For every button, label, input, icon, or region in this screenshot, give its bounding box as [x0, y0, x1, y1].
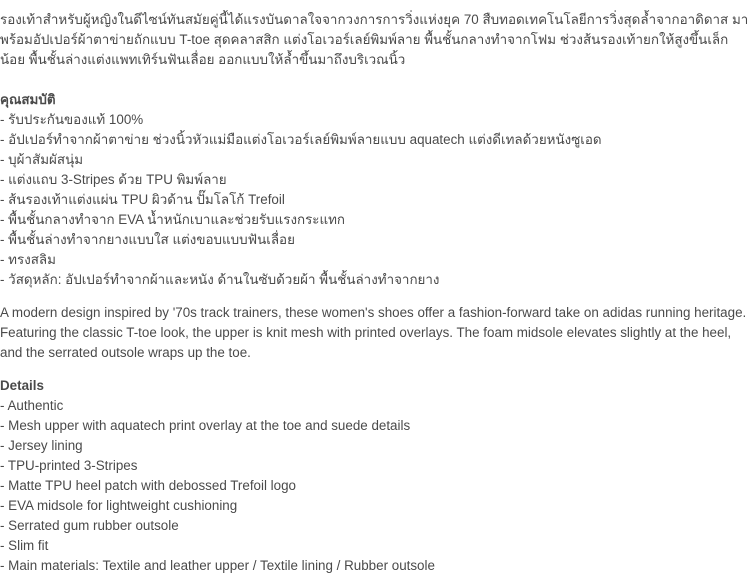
- list-item: - พื้นชั้นล่างทำจากยางแบบใส แต่งขอบแบบฟันเลื่อย: [0, 232, 295, 247]
- list-item: - อัปเปอร์ทำจากผ้าตาข่าย ช่วงนิ้วหัวแม่มือแต่งโอเวอร์เลย์พิมพ์ลายแบบ aquatech แต่งดีเทลด้วยหนังซูเอด: [0, 132, 602, 147]
- list-item: - ทรงสลิม: [0, 252, 56, 267]
- list-item: - Slim fit: [0, 538, 49, 553]
- thai-features-heading: คุณสมบัติ: [0, 92, 56, 107]
- english-description: A modern design inspired by '70s track trainers, these women's shoes offer a fashion-forward take on adidas running heritage. Featuring the classic T-toe look, the upper is knit mesh with printed overlays. The foam midsole elevates slightly at the heel, and the serrated outsole wraps up the toe.: [0, 305, 747, 360]
- list-item: - บุผ้าสัมผัสนุ่ม: [0, 152, 84, 167]
- list-item: - พื้นชั้นกลางทำจาก EVA น้ำหนักเบาและช่วยรับแรงกระแทก: [0, 212, 346, 227]
- list-item: - TPU-printed 3-Stripes: [0, 458, 138, 473]
- list-item: - Matte TPU heel patch with debossed Trefoil logo: [0, 478, 296, 493]
- list-item: - ส้นรองเท้าแต่งแผ่น TPU ผิวด้าน ปั๊มโลโก้ Trefoil: [0, 192, 285, 207]
- list-item: - แต่งแถบ 3-Stripes ด้วย TPU พิมพ์ลาย: [0, 172, 227, 187]
- thai-features-section: [0, 90, 750, 290]
- english-details-heading: Details: [0, 378, 44, 393]
- list-item: - Mesh upper with aquatech print overlay at the toe and suede details: [0, 418, 411, 433]
- english-details-list: [0, 396, 750, 576]
- list-item: - Authentic: [0, 398, 64, 413]
- thai-features-list: [0, 110, 750, 290]
- list-item: - Main materials: Textile and leather upper / Textile lining / Rubber outsole: [0, 558, 435, 573]
- list-item: - รับประกันของแท้ 100%: [0, 112, 144, 127]
- thai-description: รองเท้าสำหรับผู้หญิงในดีไซน์ทันสมัยคู่นี้ได้แรงบันดาลใจจากวงการการวิ่งแห่งยุค 70 สืบทอดเทคโนโลยีการวิ่งสุดล้ำจากอาดิดาส มาพร้อมอัปเปอร์ผ้าตาข่ายถักแบบ T-toe สุดคลาสสิก แต่งโอเวอร์เลย์พิมพ์ลาย พื้นชั้นกลางทำจากโฟม ช่วงส้นรองเท้ายกให้สูงขึ้นเล็กน้อย พื้นชั้นล่างแต่งแพทเทิร์นฟันเลื่อย ออกแบบให้ล้ำขึ้นมาถึงบริเวณนิ้ว: [0, 12, 749, 67]
- english-details-section: [0, 376, 750, 576]
- list-item: - วัสดุหลัก: อัปเปอร์ทำจากผ้าและหนัง ด้านในซับด้วยผ้า พื้นชั้นล่างทำจากยาง: [0, 272, 440, 287]
- list-item: - Jersey lining: [0, 438, 83, 453]
- list-item: - EVA midsole for lightweight cushioning: [0, 498, 238, 513]
- list-item: - Serrated gum rubber outsole: [0, 518, 179, 533]
